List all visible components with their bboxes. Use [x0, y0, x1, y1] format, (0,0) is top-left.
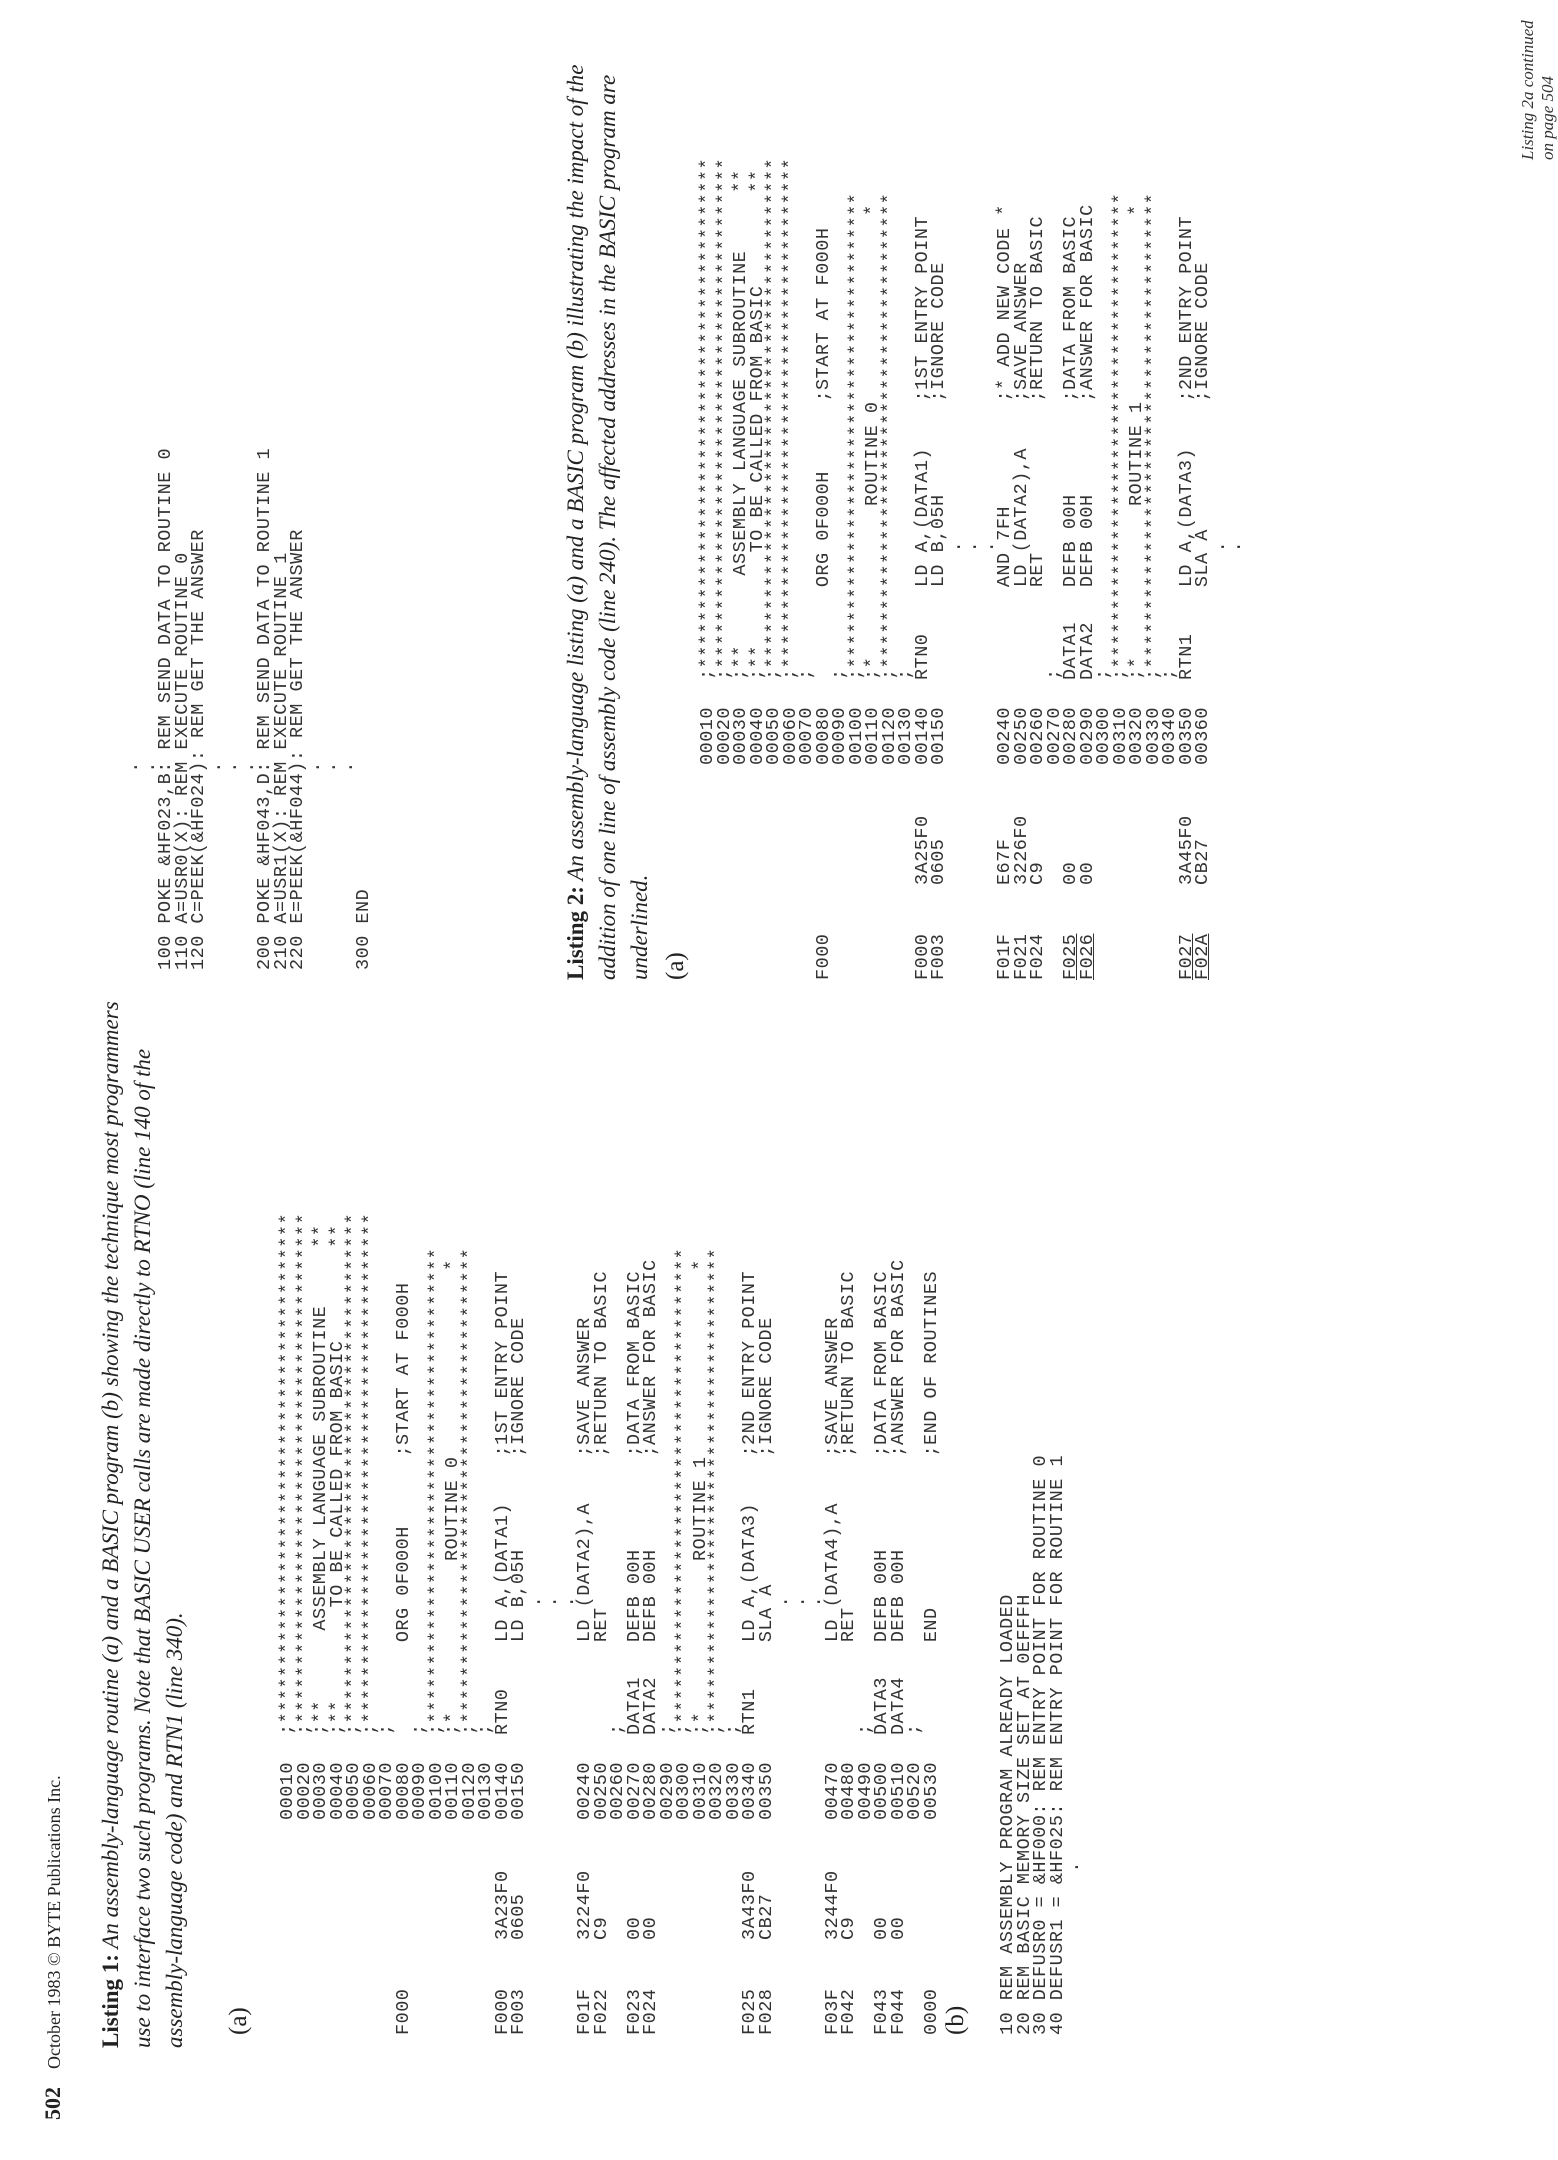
source: ;: [475, 1723, 496, 1735]
basic-line: .: [237, 761, 259, 970]
source: ;: [607, 1723, 628, 1735]
address: F021: [1010, 933, 1032, 980]
source: ;********************************************: [343, 1212, 364, 1735]
address: F003: [928, 933, 949, 980]
listing-line: [812, 0, 834, 980]
object-code: 00: [1060, 861, 1081, 885]
line-number: 00050: [763, 706, 784, 765]
line-number: 00320: [1126, 706, 1147, 765]
address: 0000: [920, 1988, 942, 2035]
listing-line: [359, 935, 381, 2035]
line-number: 00010: [697, 706, 718, 765]
line-number: 00090: [409, 1761, 430, 1820]
address: F025: [739, 1988, 760, 2035]
source: .: [772, 1595, 793, 1735]
line-number: 00240: [574, 1761, 595, 1820]
source: ;: [796, 668, 817, 680]
listing-line: [640, 935, 661, 2035]
source: DATA1 DEFB 00H ;DATA FROM BASIC: [1060, 215, 1081, 680]
line-number: 00260: [607, 1761, 628, 1820]
source: ;********************************************: [293, 1212, 315, 1735]
line-number: 00080: [392, 1761, 414, 1820]
continued-note: Listing 2a continued on page 504: [1518, 20, 1557, 160]
line-number: 00100: [845, 706, 867, 765]
source: .: [524, 1595, 546, 1735]
source: SLA A ;IGNORE CODE: [1192, 262, 1213, 680]
source: ;*****************************************: [1109, 192, 1131, 680]
source: ;: [1159, 668, 1180, 680]
line-number: 00350: [1175, 706, 1197, 765]
listing1-caption: [95, 998, 191, 2048]
object-code: 00: [871, 1916, 892, 1940]
line-number: 00330: [1142, 706, 1164, 765]
line-number: 00140: [911, 706, 933, 765]
source: RET ;RETURN TO BASIC: [1027, 215, 1048, 680]
address: F000: [812, 933, 834, 980]
line-number: 00110: [862, 706, 883, 765]
line-number: 00120: [878, 706, 900, 765]
address: F042: [838, 1988, 859, 2035]
line-number: 00260: [1027, 706, 1048, 765]
basic-line: .: [303, 761, 325, 970]
source: AND 7FH ;* ADD NEW CODE *: [994, 204, 1015, 680]
address: F02A: [1192, 933, 1213, 980]
listing1-caption-label: Listing 1:: [98, 1954, 123, 2048]
listing-line: [838, 935, 859, 2035]
source: ;********************************************: [713, 157, 735, 680]
line-number: 00470: [821, 1761, 843, 1820]
source: .: [1208, 540, 1230, 680]
listing-line: [1225, 0, 1246, 980]
line-number: 00100: [425, 1761, 447, 1820]
line-number: 00300: [673, 1761, 694, 1820]
basic-line: 210 A=USR1(X): REM EXECUTE ROUTINE 1: [270, 552, 292, 970]
basic-line: 300 END: [353, 888, 374, 970]
line-number: 00290: [1076, 706, 1098, 765]
source: ;********************************************: [779, 157, 801, 680]
listing1-assembly: [277, 935, 942, 2035]
footer-text: October 1983 © BYTE Publications Inc.: [44, 1775, 64, 2069]
basic-line: .: [138, 761, 160, 970]
basic-line: 200 POKE &HF043,D: REM SEND DATA TO ROUTINE 1: [254, 447, 275, 970]
listing1-section-b: (b): [942, 2005, 969, 2035]
line-number: 00520: [904, 1761, 925, 1820]
line-number: 00020: [713, 706, 735, 765]
line-number: 00150: [508, 1761, 529, 1820]
source: ;** ASSEMBLY LANGUAGE SUBROUTINE **: [730, 169, 751, 680]
basic-continuation: [122, 447, 374, 970]
listing-line: [706, 935, 727, 2035]
basic-line: .: [204, 761, 226, 970]
line-number: 00320: [706, 1761, 727, 1820]
line-number: 00090: [829, 706, 850, 765]
listing-line: [961, 0, 982, 980]
listing-line: [458, 935, 480, 2035]
address: F03F: [821, 1988, 843, 2035]
listing-line: [1192, 0, 1213, 980]
source: .: [961, 540, 982, 680]
source: RTN0 LD A,(DATA1) ;1ST ENTRY POINT: [491, 1270, 513, 1735]
object-code: 0605: [508, 1893, 529, 1940]
line-number: 00040: [326, 1761, 348, 1820]
line-number: 00250: [590, 1761, 612, 1820]
address: F000: [392, 1988, 414, 2035]
source: DATA3 DEFB 00H ;DATA FROM BASIC: [871, 1270, 892, 1735]
line-number: 00280: [640, 1761, 661, 1820]
line-number: 00050: [343, 1761, 364, 1820]
source: ;: [656, 1723, 678, 1735]
source: ;: [854, 1723, 876, 1735]
source: DATA4 DEFB 00H ;ANSWER FOR BASIC: [887, 1259, 909, 1735]
address: F024: [640, 1988, 661, 2035]
line-number: 00040: [746, 706, 768, 765]
basic-line: 110 A=USR0(X): REM EXECUTE ROUTINE 0: [171, 552, 193, 970]
line-number: 00350: [755, 1761, 777, 1820]
source: ;** ASSEMBLY LANGUAGE SUBROUTINE **: [310, 1224, 331, 1735]
source: RTN1 LD A,(DATA3) ;2ND ENTRY POINT: [739, 1270, 760, 1735]
source: .: [788, 1595, 810, 1735]
line-number: 00070: [376, 1761, 397, 1820]
source: ;********************************************: [697, 157, 718, 680]
address: F01F: [994, 933, 1015, 980]
listing-line: [508, 935, 529, 2035]
source: LD (DATA4),A ;SAVE ANSWER: [821, 1317, 843, 1735]
source: ;*****************************************: [706, 1247, 727, 1735]
object-code: 00: [887, 1916, 909, 1940]
source: RET ;RETURN TO BASIC: [590, 1270, 612, 1735]
source: ;* ROUTINE 0 *: [442, 1259, 463, 1735]
listing-line: [772, 935, 793, 2035]
line-number: 00270: [623, 1761, 645, 1820]
basic-line: .: [1063, 1860, 1084, 2035]
line-number: 00340: [739, 1761, 760, 1820]
listing2-assembly: [697, 0, 1246, 980]
source: ;* ROUTINE 1 *: [689, 1259, 711, 1735]
line-number: 00030: [730, 706, 751, 765]
source: ;* ROUTINE 1 *: [1126, 204, 1147, 680]
listing-line: [541, 935, 562, 2035]
source: ;** TO BE CALLED FROM BASIC **: [326, 1224, 348, 1735]
line-number: 00070: [796, 706, 817, 765]
listing2-caption-text: An assembly-language listing (a) and a BASIC program (b) illustrating the impact of the addition of one line of assembly code (line 240). The affected addresses in the BASIC program are underlined.: [563, 64, 652, 980]
source: ;*****************************************: [878, 192, 900, 680]
source: .: [805, 1595, 826, 1735]
line-number: 00130: [895, 706, 916, 765]
object-code: 00: [623, 1916, 645, 1940]
source: ;: [895, 668, 916, 680]
listing-line: [1027, 0, 1048, 980]
listing-line: [878, 0, 900, 980]
line-number: 00490: [854, 1761, 876, 1820]
object-code: 00: [1076, 861, 1098, 885]
basic-line: 120 C=PEEK(&HF024): REM GET THE ANSWER: [188, 529, 209, 970]
address: F025: [1060, 933, 1081, 980]
line-number: 00270: [1043, 706, 1065, 765]
line-number: 00330: [722, 1761, 744, 1820]
source: DATA1 DEFB 00H ;DATA FROM BASIC: [623, 1270, 645, 1735]
source: ;** TO BE CALLED FROM BASIC **: [746, 169, 768, 680]
source: ;********************************************: [763, 157, 784, 680]
line-number: 00530: [920, 1761, 942, 1820]
source: .: [977, 540, 999, 680]
source: DATA2 DEFB 00H ;ANSWER FOR BASIC: [640, 1259, 661, 1735]
listing-line: [1142, 0, 1164, 980]
source: LD (DATA2),A ;SAVE ANSWER: [1010, 262, 1032, 680]
address: F043: [871, 1988, 892, 2035]
address: F000: [911, 933, 933, 980]
listing-line: [944, 0, 966, 980]
listing-line: [755, 935, 777, 2035]
line-number: 00480: [838, 1761, 859, 1820]
page-number: 502: [40, 2087, 65, 2120]
page-footer: [40, 1775, 66, 2120]
object-code: 00: [640, 1916, 661, 1940]
listing-line: [928, 0, 949, 980]
source: END ;END OF ROUTINES: [920, 1270, 942, 1735]
source: .: [944, 540, 966, 680]
source: ;: [409, 1723, 430, 1735]
source: ;: [1043, 668, 1065, 680]
listing2-section-a: (a): [662, 952, 689, 980]
object-code: CB27: [755, 1893, 777, 1940]
line-number: 00010: [277, 1761, 298, 1820]
source: ;*****************************************: [1142, 192, 1164, 680]
object-code: C9: [590, 1916, 612, 1940]
line-number: 00150: [928, 706, 949, 765]
listing-line: [392, 935, 414, 2035]
line-number: 00340: [1159, 706, 1180, 765]
line-number: 00060: [779, 706, 801, 765]
source: ;* ROUTINE 0 *: [862, 204, 883, 680]
object-code: 3A23F0: [491, 1870, 513, 1940]
line-number: 00020: [293, 1761, 315, 1820]
source: .: [541, 1595, 562, 1735]
object-code: 3226F0: [1010, 815, 1032, 885]
listing2-caption: [560, 0, 656, 980]
source: ;********************************************: [277, 1212, 298, 1735]
basic-line: 10 REM ASSEMBLY PROGRAM ALREADY LOADED: [997, 1594, 1018, 2035]
basic-line: 220 E=PEEK(&HF044): REM GET THE ANSWER: [287, 529, 308, 970]
address: F003: [508, 1988, 529, 2035]
object-code: C9: [1027, 861, 1048, 885]
source: SLA A ;IGNORE CODE: [755, 1317, 777, 1735]
address: F024: [1027, 933, 1048, 980]
source: .: [1225, 540, 1246, 680]
source: LD (DATA2),A ;SAVE ANSWER: [574, 1317, 595, 1735]
line-number: 00030: [310, 1761, 331, 1820]
source: ;: [376, 1723, 397, 1735]
basic-line: .: [122, 761, 143, 970]
object-code: 0605: [928, 838, 949, 885]
source: ;: [904, 1723, 925, 1735]
object-code: E67F: [994, 838, 1015, 885]
line-number: 00510: [887, 1761, 909, 1820]
source: ORG 0F000H ;START AT F000H: [812, 227, 834, 680]
source: RTN0 LD A,(DATA1) ;1ST ENTRY POINT: [911, 215, 933, 680]
listing-line: [1076, 0, 1098, 980]
source: ;*****************************************: [458, 1247, 480, 1735]
address: F028: [755, 1988, 777, 2035]
source: ;*****************************************: [673, 1247, 694, 1735]
basic-line: .: [320, 761, 341, 970]
object-code: CB27: [1192, 838, 1213, 885]
listing-line: [1208, 0, 1230, 980]
line-number: 00310: [1109, 706, 1131, 765]
basic-line: .: [221, 761, 242, 970]
listing1-caption-text: An assembly-language routine (a) and a BASIC program (b) showing the technique most programmers use to interface two such programs. Note that BASIC USER calls are made directly to RTNO (line 140 of the assembly-language code) and RTN1 (line 340).: [98, 1001, 187, 2048]
object-code: 3244F0: [821, 1870, 843, 1940]
address: F026: [1076, 933, 1098, 980]
line-number: 00130: [475, 1761, 496, 1820]
line-number: 00250: [1010, 706, 1032, 765]
basic-line: 20 REM BASIC MEMORY SIZE SET AT 0EFFFH: [1013, 1594, 1035, 2035]
source: ORG 0F000H ;START AT F000H: [392, 1282, 414, 1735]
source: ;*****************************************: [845, 192, 867, 680]
source: ;*****************************************: [425, 1247, 447, 1735]
address: F000: [491, 1988, 513, 2035]
address: F023: [623, 1988, 645, 2035]
object-code: 3A45F0: [1175, 815, 1197, 885]
listing-line: [887, 935, 909, 2035]
source: RET ;RETURN TO BASIC: [838, 1270, 859, 1735]
line-number: 00120: [458, 1761, 480, 1820]
listing1-basic: [997, 1454, 1084, 2035]
address: F022: [590, 1988, 612, 2035]
address: F044: [887, 1988, 909, 2035]
source: DATA2 DEFB 00H ;ANSWER FOR BASIC: [1076, 204, 1098, 680]
line-number: 00360: [1192, 706, 1213, 765]
basic-line: .: [336, 761, 358, 970]
listing-line: [590, 935, 612, 2035]
line-number: 00060: [359, 1761, 381, 1820]
object-code: 3A25F0: [911, 815, 933, 885]
address: F027: [1175, 933, 1197, 980]
source: ;: [829, 668, 850, 680]
line-number: 00310: [689, 1761, 711, 1820]
object-code: 3A43F0: [739, 1870, 760, 1940]
listing-line: [524, 935, 546, 2035]
line-number: 00110: [442, 1761, 463, 1820]
listing-line: [779, 0, 801, 980]
object-code: 3224F0: [574, 1870, 595, 1940]
source: ;: [1093, 668, 1114, 680]
address: F01F: [574, 1988, 595, 2035]
basic-line: 40 DEFUSR1 = &HF025: REM ENTRY POINT FOR ROUTINE 1: [1046, 1454, 1068, 2035]
source: RTN1 LD A,(DATA3) ;2ND ENTRY POINT: [1175, 215, 1197, 680]
source: ;: [722, 1723, 744, 1735]
line-number: 00240: [994, 706, 1015, 765]
source: .: [557, 1595, 579, 1735]
listing1-section-a: (a): [225, 2007, 252, 2035]
basic-line: 100 POKE &HF023,B: REM SEND DATA TO ROUTINE 0: [155, 447, 176, 970]
line-number: 00500: [871, 1761, 892, 1820]
listing2-caption-label: Listing 2:: [563, 886, 588, 980]
object-code: C9: [838, 1916, 859, 1940]
line-number: 00140: [491, 1761, 513, 1820]
basic-line: 30 DEFUSR0 = &HF000: REM ENTRY POINT FOR ROUTINE 0: [1030, 1454, 1051, 2035]
line-number: 00280: [1060, 706, 1081, 765]
source: ;********************************************: [359, 1212, 381, 1735]
source: LD B,05H ;IGNORE CODE: [508, 1317, 529, 1735]
line-number: 00290: [656, 1761, 678, 1820]
line-number: 00080: [812, 706, 834, 765]
line-number: 00300: [1093, 706, 1114, 765]
source: LD B,05H ;IGNORE CODE: [928, 262, 949, 680]
listing-line: [788, 935, 810, 2035]
